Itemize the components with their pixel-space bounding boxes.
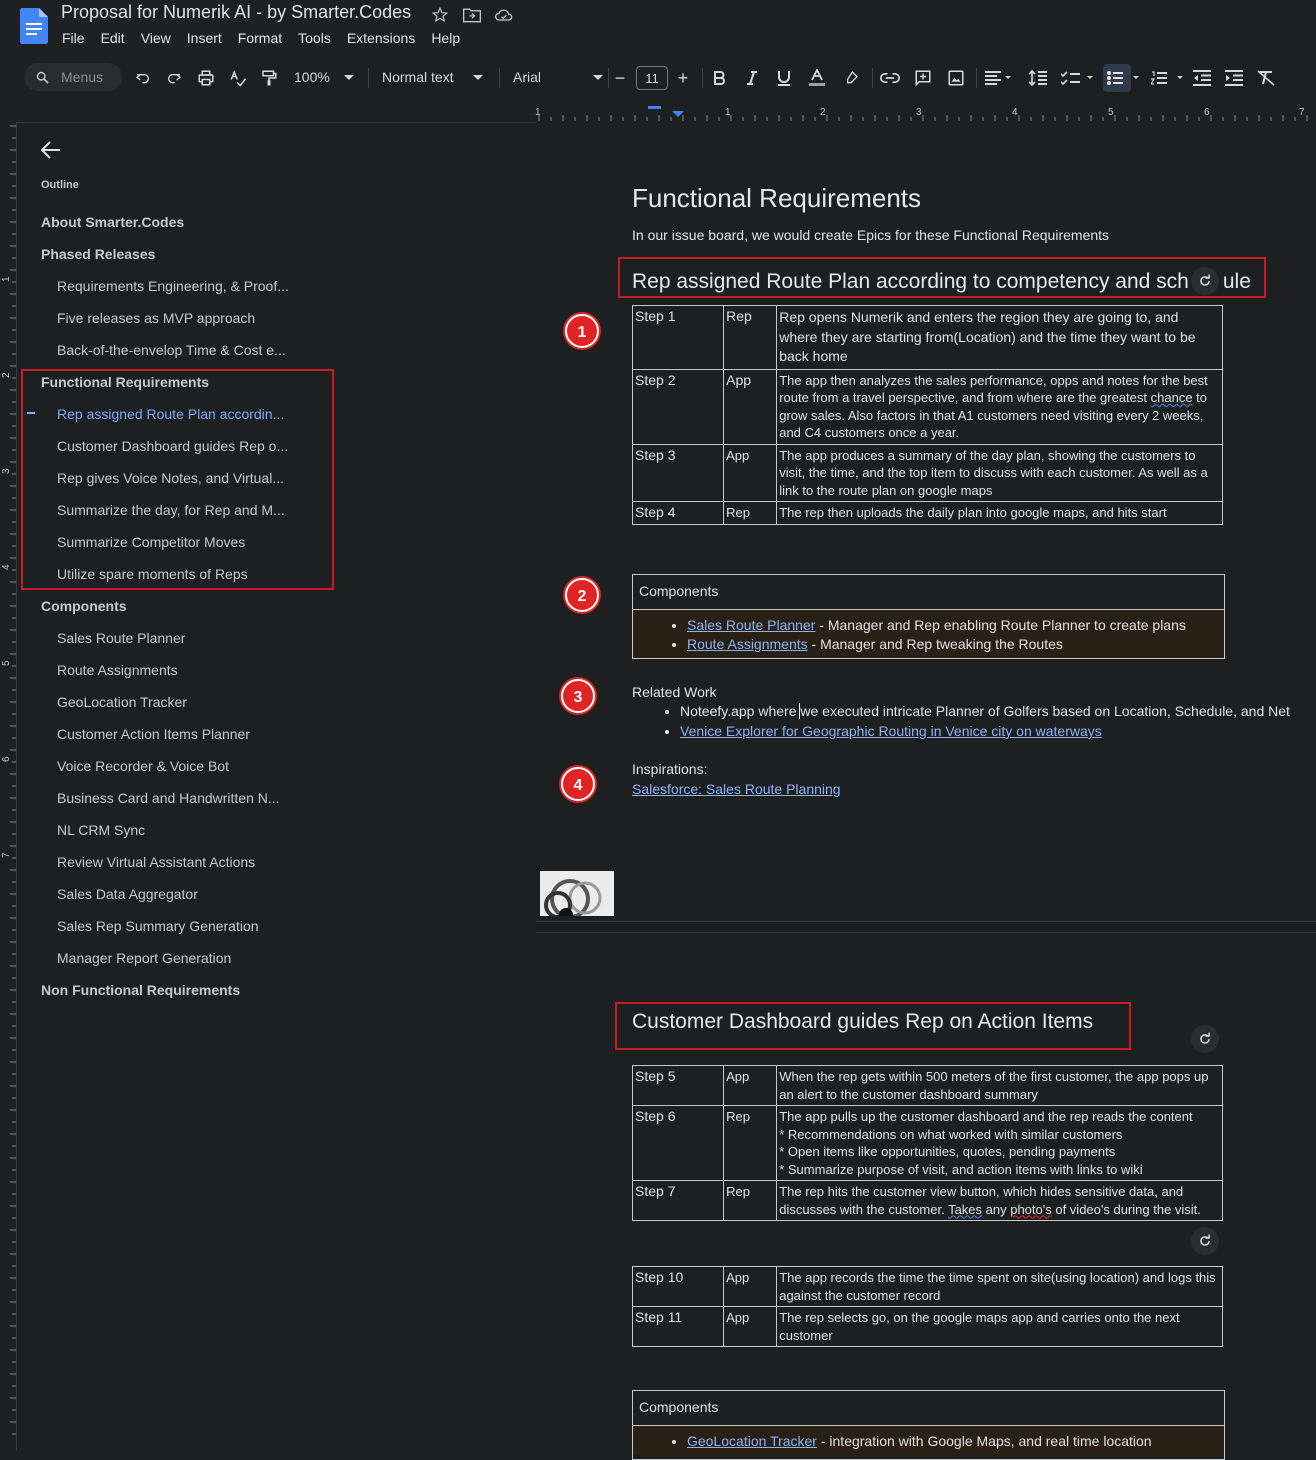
google-docs-icon[interactable] [20,8,48,44]
decrease-indent-icon[interactable] [1192,68,1212,88]
component-text: - Manager and Rep tweaking the Routes [807,636,1063,652]
list-item [680,721,1290,741]
related-link[interactable]: Venice Explorer for Geographic Routing in Venice city on waterways [680,723,1102,739]
list-item [680,701,1290,721]
outline-item[interactable]: Sales Data Aggregator [57,886,198,902]
outline-item-active[interactable]: Rep assigned Route Plan accordin... [57,406,285,422]
outline-item[interactable]: Phased Releases [41,246,156,262]
increase-indent-icon[interactable] [1224,68,1244,88]
inspirations-label: Inspirations: [632,761,708,777]
step-cell: Step 1 [633,306,724,370]
outline-item[interactable]: Voice Recorder & Voice Bot [57,758,229,774]
document-title[interactable]: Proposal for Numerik AI - by Smarter.Codes [61,2,412,22]
description-line: * Open items like opportunities, quotes, pending payments [779,1144,1116,1159]
component-text: - Manager and Rep enabling Route Planner to create plans [815,617,1186,633]
table-row [633,306,1223,370]
table-row [633,1106,1223,1181]
redo-icon[interactable] [164,68,184,88]
ruler-label: 2 [820,107,826,118]
table-row [633,369,1223,444]
components-header: Components [633,575,1224,610]
description-cell: The app records the time the time spent on site(using location) and logs this against the customer record [777,1267,1223,1307]
actor-cell: Rep [724,1181,777,1221]
document-canvas[interactable] [536,122,1316,1450]
annotation-highlight-box [615,1002,1131,1050]
italic-button[interactable] [744,68,760,88]
component-link[interactable]: Sales Route Planner [687,617,816,633]
text-color-button[interactable] [808,68,826,88]
ruler-label: 7 [1,852,12,858]
outline-panel [16,122,536,1451]
ruler-label: 4 [1012,107,1018,118]
outline-item[interactable]: Back-of-the-envelop Time & Cost e... [57,342,286,358]
annotation-highlight-box [21,369,334,590]
ruler-label: 3 [1,468,12,474]
outline-item[interactable]: GeoLocation Tracker [57,694,187,710]
outline-item[interactable]: Customer Dashboard guides Rep o... [57,438,289,454]
menu-format[interactable]: Format [237,30,283,46]
intro-paragraph: In our issue board, we would create Epics for these Functional Requirements [632,227,1110,243]
actor-cell: App [724,1307,777,1347]
description-text: The rep hits the customer view button, which hides sensitive data, and discusses with the customer. [779,1184,1184,1217]
menu-tools[interactable]: Tools [298,30,331,46]
outline-item[interactable]: Summarize Competitor Moves [57,534,246,550]
checklist-icon[interactable] [1060,68,1096,88]
search-icon [35,70,50,85]
toolbar-divider [499,68,500,88]
menu-file[interactable]: File [62,30,85,46]
page-divider [536,921,1316,922]
section-heading-customer-dashboard: Customer Dashboard guides Rep on Action Items [632,1010,1094,1033]
heading-functional-requirements: Functional Requirements [632,183,922,213]
outline-item[interactable]: Manager Report Generation [57,950,232,966]
step-cell: Step 4 [633,502,724,525]
related-work-list [632,701,1290,741]
menu-bar [62,30,476,46]
description-cell [777,369,1223,444]
star-icon[interactable] [431,6,451,26]
move-folder-icon[interactable] [462,6,482,26]
outline-item[interactable]: Non Functional Requirements [41,982,241,998]
paragraph-style-select[interactable]: Normal text [382,69,454,85]
ruler-label: 1 [725,107,731,118]
toolbar-divider [608,68,609,88]
insert-image-icon[interactable] [946,68,966,88]
vertical-ruler[interactable] [0,122,16,1450]
description-cell [777,1181,1223,1221]
ruler-label: 4 [1,564,12,570]
description-cell: The rep then uploads the daily plan into google maps, and hits start [777,502,1223,525]
paint-format-icon[interactable] [259,68,279,88]
table-row [633,444,1223,502]
outline-item[interactable]: Utilize spare moments of Reps [57,566,248,582]
step-cell: Step 3 [633,444,724,502]
description-cell: Rep opens Numerik and enters the region they are going to, and where they are starting from(Location) and the time they want to be back home [777,306,1223,370]
table-row [633,1181,1223,1221]
outline-item[interactable]: Five releases as MVP approach [57,310,256,326]
description-line: * Summarize purpose of visit, and action items with links to wiki [779,1161,1143,1177]
print-icon[interactable] [196,68,216,88]
add-comment-icon[interactable] [913,68,933,88]
step-cell: Step 2 [633,369,724,444]
outline-item[interactable]: Sales Route Planner [57,630,186,646]
embedded-image[interactable] [540,871,614,916]
toolbar-divider [368,68,369,88]
description-cell: When the rep gets within 500 meters of the first customer, the app pops up an alert to the customer dashboard summary [777,1066,1223,1106]
actor-cell: Rep [724,1106,777,1181]
step-cell: Step 6 [633,1106,724,1181]
description-text: photo's [1010,1201,1052,1217]
table-row [633,1307,1223,1347]
underline-button[interactable] [776,68,792,88]
actor-cell: Rep [724,502,777,525]
font-size-input[interactable]: 11 [636,66,668,90]
components-body [633,1426,1224,1455]
ruler-label: 6 [1,756,12,762]
annotation-highlight-box [618,257,1266,298]
list-item [687,616,1224,635]
components-body [633,610,1224,658]
description-text: chance [1150,390,1193,405]
component-text: - integration with Google Maps, and real time location [816,1433,1152,1449]
description-text: any [982,1201,1011,1217]
outline-label: Outline [41,179,79,191]
menu-help[interactable]: Help [431,30,461,46]
description-text: of video's during the visit. [1051,1201,1201,1217]
toolbar-divider [702,68,703,88]
ruler-label: 1 [1,276,12,282]
annotation-badge: 1 [565,314,599,348]
page-divider [536,932,1316,933]
description-text: The app then analyzes the sales performance, opps and notes for the best route from a travel perspective, and from where are the greatest [779,372,1208,405]
outline-item[interactable]: Business Card and Handwritten N... [57,790,280,806]
outline-item[interactable]: NL CRM Sync [57,822,146,838]
outline-item[interactable]: Components [41,598,127,614]
outline-item[interactable]: Route Assignments [57,662,178,678]
menus-search-box[interactable] [24,63,122,91]
outline-item[interactable]: Customer Action Items Planner [57,726,250,742]
annotation-badge: 3 [561,679,595,713]
ruler-label: 1 [535,107,541,118]
section-heading-text: Rep assigned Route Plan according to competency and sch [632,270,1189,293]
title-bar [0,0,1316,56]
menu-edit[interactable]: Edit [100,30,125,46]
ruler-label: 5 [1108,107,1114,118]
line-spacing-icon[interactable] [1028,68,1048,88]
component-link[interactable]: Route Assignments [687,636,808,652]
menus-search-placeholder: Menus [61,69,104,85]
toolbar-divider [976,68,977,88]
menu-extensions[interactable]: Extensions [346,30,416,46]
steps-table [632,305,1223,525]
insert-link-icon[interactable] [880,68,900,88]
align-left-icon[interactable] [984,68,1012,88]
menu-insert[interactable]: Insert [186,30,222,46]
components-box [632,574,1225,659]
step-cell: Step 7 [633,1181,724,1221]
toolbar [16,60,1316,96]
numbered-list-icon[interactable] [1150,68,1190,88]
cloud-saved-icon[interactable] [494,6,514,26]
ruler-label: 7 [1299,107,1305,118]
refresh-icon[interactable] [1191,1227,1219,1255]
description-text: to grow sales. Also factors in that A1 customers need visiting every 2 weeks, and C4 customers once a year. [779,390,1208,440]
actor-cell: App [724,1066,777,1106]
font-select[interactable]: Arial [513,69,542,85]
ruler-label: 3 [916,107,922,118]
description-text: Takes [948,1201,983,1217]
steps-table [632,1065,1223,1221]
annotation-badge: 4 [561,767,595,801]
refresh-icon[interactable] [1191,267,1219,295]
ruler-label: 2 [1,372,12,378]
back-arrow-icon[interactable] [41,141,63,161]
description-line: The app pulls up the customer dashboard and the rep reads the content [779,1109,1193,1124]
refresh-icon[interactable] [1191,1025,1219,1053]
outline-item[interactable]: About Smarter.Codes [41,214,185,230]
highlight-color-icon[interactable] [842,68,860,88]
outline-item[interactable]: Functional Requirements [41,374,210,390]
ruler-label: 6 [1204,107,1210,118]
table-row [633,502,1223,525]
step-cell: Step 11 [633,1307,724,1347]
font-dropdown-icon[interactable] [591,68,605,88]
related-text: Noteefy.app where [680,703,801,719]
outline-item[interactable]: Review Virtual Assistant Actions [57,854,256,870]
spellcheck-icon[interactable] [228,68,248,88]
first-line-indent-marker[interactable] [648,106,661,109]
outline-item[interactable]: Requirements Engineering, & Proof... [57,278,289,294]
steps-table [632,1266,1223,1347]
bulleted-list-icon[interactable] [1106,68,1146,88]
list-item [687,635,1224,654]
increase-font-size-button[interactable]: + [677,67,689,88]
ruler-label: 5 [1,660,12,666]
clear-formatting-icon[interactable] [1256,68,1276,88]
menu-view[interactable]: View [140,30,171,46]
table-row [633,1066,1223,1106]
step-cell: Step 5 [633,1066,724,1106]
decrease-font-size-button[interactable]: − [614,67,626,88]
component-link[interactable]: GeoLocation Tracker [687,1433,817,1449]
zoom-select[interactable]: 100% [294,69,330,85]
annotation-badge: 2 [565,578,599,612]
zoom-dropdown-icon[interactable] [342,68,356,88]
description-cell: The rep selects go, on the google maps app and carries onto the next customer [777,1307,1223,1347]
outline-item[interactable]: Rep gives Voice Notes, and Virtual... [57,470,284,486]
section-heading-text: ule [1222,270,1251,293]
style-dropdown-icon[interactable] [471,68,485,88]
actor-cell: App [724,1267,777,1307]
inspiration-link[interactable]: Salesforce: Sales Route Planning [632,781,841,797]
description-cell [777,1106,1223,1181]
actor-cell: App [724,444,777,502]
description-cell: The app produces a summary of the day plan, showing the customers to visit, the time, and the top item to discuss with each customer. As well as a link to the route plan on google maps [777,444,1223,502]
outline-item[interactable]: Sales Rep Summary Generation [57,918,259,934]
description-line: * Recommendations on what worked with similar customers [779,1126,1123,1142]
actor-cell: Rep [724,306,777,370]
related-work-label: Related Work [632,684,717,700]
step-cell: Step 10 [633,1267,724,1307]
bold-button[interactable] [712,68,728,88]
outline-item[interactable]: Summarize the day, for Rep and M... [57,502,285,518]
components-header: Components [633,1391,1224,1426]
undo-icon[interactable] [133,68,153,88]
horizontal-ruler[interactable] [535,104,1316,122]
table-row [633,1267,1223,1307]
actor-cell: App [724,369,777,444]
related-text: we executed intricate Planner of Golfers based on Location, Schedule, and Net [800,703,1290,719]
toolbar-divider [872,68,873,88]
list-item [687,1432,1224,1451]
